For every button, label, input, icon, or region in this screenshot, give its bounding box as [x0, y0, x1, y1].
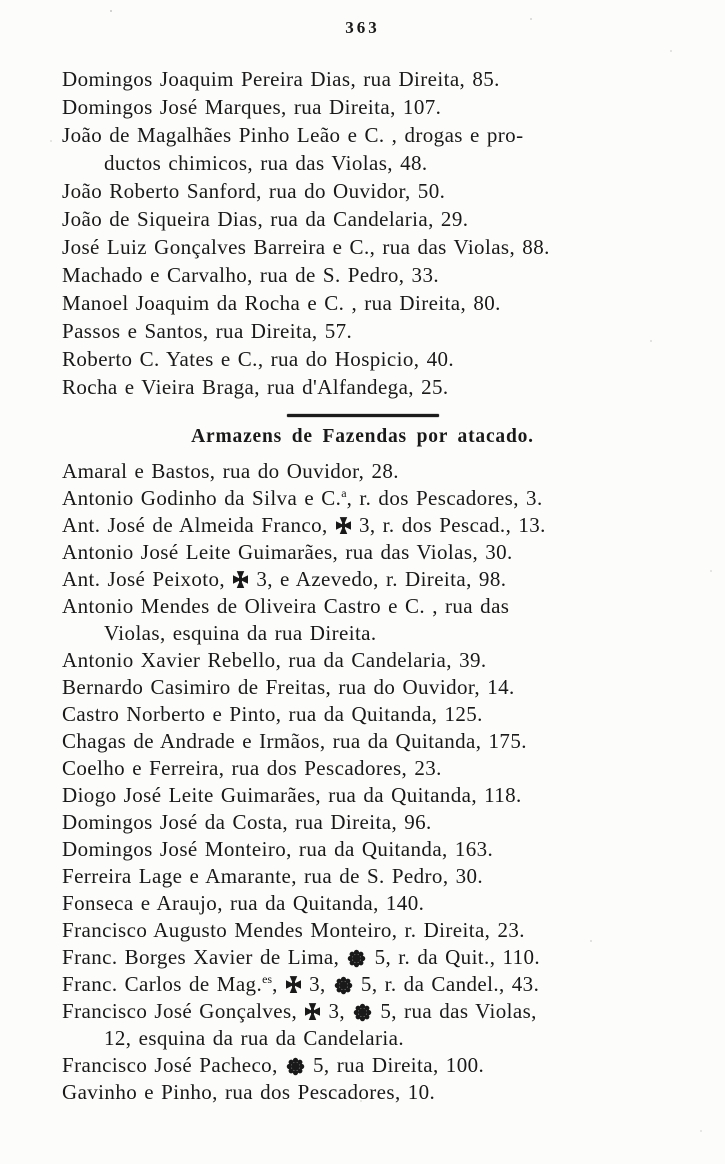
- directory-entry: Antonio Mendes de Oliveira Castro e C. , rua das Violas, esquina da rua Direita.: [62, 594, 510, 645]
- rosette-icon: [286, 1057, 305, 1076]
- directory-entry: Franc. Carlos de Mag.$^{es}$, 3, 5, r. da Candel., 43.: [62, 972, 540, 996]
- directory-entry: Domingos José Monteiro, rua da Quitanda, 163.: [62, 837, 494, 861]
- directory-entry: João de Magalhães Pinho Leão e C. , drogas e pro- ductos chimicos, rua das Violas, 48.: [62, 123, 524, 175]
- directory-entry: Coelho e Ferreira, rua dos Pescadores, 23.: [62, 756, 442, 780]
- directory-entry: Passos e Santos, rua Direita, 57.: [62, 319, 353, 343]
- directory-entry: Bernardo Casimiro de Freitas, rua do Ouvidor, 14.: [62, 675, 515, 699]
- cross-icon: [233, 571, 248, 588]
- directory-entry: Gavinho e Pinho, rua dos Pescadores, 10.: [62, 1080, 436, 1104]
- directory-entry: Domingos José da Costa, rua Direita, 96.: [62, 810, 432, 834]
- section-heading: Armazens de Fazendas por atacado.: [191, 426, 534, 447]
- directory-entry: Ferreira Lage e Amarante, rua de S. Pedro, 30.: [62, 864, 484, 888]
- rosette-icon: [347, 949, 366, 968]
- directory-entry: Castro Norberto e Pinto, rua da Quitanda, 125.: [62, 702, 483, 726]
- merchant-list-wholesale-fabrics: [62, 458, 663, 1106]
- cross-icon: [286, 976, 301, 993]
- directory-entry: Diogo José Leite Guimarães, rua da Quitanda, 118.: [62, 783, 522, 807]
- directory-entry: João de Siqueira Dias, rua da Candelaria, 29.: [62, 207, 469, 231]
- section-divider-rule: [287, 414, 439, 417]
- directory-entry: Domingos José Marques, rua Direita, 107.: [62, 95, 442, 119]
- directory-entry: Chagas de Andrade e Irmãos, rua da Quitanda, 175.: [62, 729, 527, 753]
- rosette-icon: [353, 1003, 372, 1022]
- merchant-list-continuation: [62, 65, 663, 401]
- directory-entry: João Roberto Sanford, rua do Ouvidor, 50.: [62, 179, 446, 203]
- directory-entry: Francisco José Pacheco, 5, rua Direita, 100.: [62, 1053, 485, 1077]
- directory-entry: Antonio Xavier Rebello, rua da Candelaria, 39.: [62, 648, 487, 672]
- directory-entry: Ant. José de Almeida Franco, 3, r. dos Pescad., 13.: [62, 513, 546, 537]
- directory-entry: José Luiz Gonçalves Barreira e C., rua das Violas, 88.: [62, 235, 550, 259]
- cross-icon: [305, 1003, 320, 1020]
- directory-entry: Francisco José Gonçalves, 3, 5, rua das Violas, 12, esquina da rua da Candelaria.: [62, 999, 537, 1050]
- directory-entry: Machado e Carvalho, rua de S. Pedro, 33.: [62, 263, 439, 287]
- superscript-abbreviation: es: [262, 972, 273, 986]
- directory-entry: Fonseca e Araujo, rua da Quitanda, 140.: [62, 891, 425, 915]
- directory-entry: Ant. José Peixoto, 3, e Azevedo, r. Direita, 98.: [62, 567, 507, 591]
- superscript-abbreviation: a: [341, 486, 347, 500]
- directory-entry: Rocha e Vieira Braga, rua d'Alfandega, 25.: [62, 375, 449, 399]
- page-number: 363: [345, 18, 380, 37]
- directory-entry: Amaral e Bastos, rua do Ouvidor, 28.: [62, 459, 399, 483]
- directory-entry: Manoel Joaquim da Rocha e C. , rua Direita, 80.: [62, 291, 501, 315]
- cross-icon: [336, 517, 351, 534]
- directory-entry: Domingos Joaquim Pereira Dias, rua Direita, 85.: [62, 67, 500, 91]
- directory-entry: Antonio Godinho da Silva e C.$^a$, r. dos Pescadores, 3.: [62, 486, 543, 510]
- directory-entry: Antonio José Leite Guimarães, rua das Violas, 30.: [62, 540, 513, 564]
- rosette-icon: [334, 976, 353, 995]
- directory-entry: Roberto C. Yates e C., rua do Hospicio, 40.: [62, 347, 455, 371]
- directory-entry: Franc. Borges Xavier de Lima, 5, r. da Quit., 110.: [62, 945, 541, 969]
- directory-entry: Francisco Augusto Mendes Monteiro, r. Direita, 23.: [62, 918, 525, 942]
